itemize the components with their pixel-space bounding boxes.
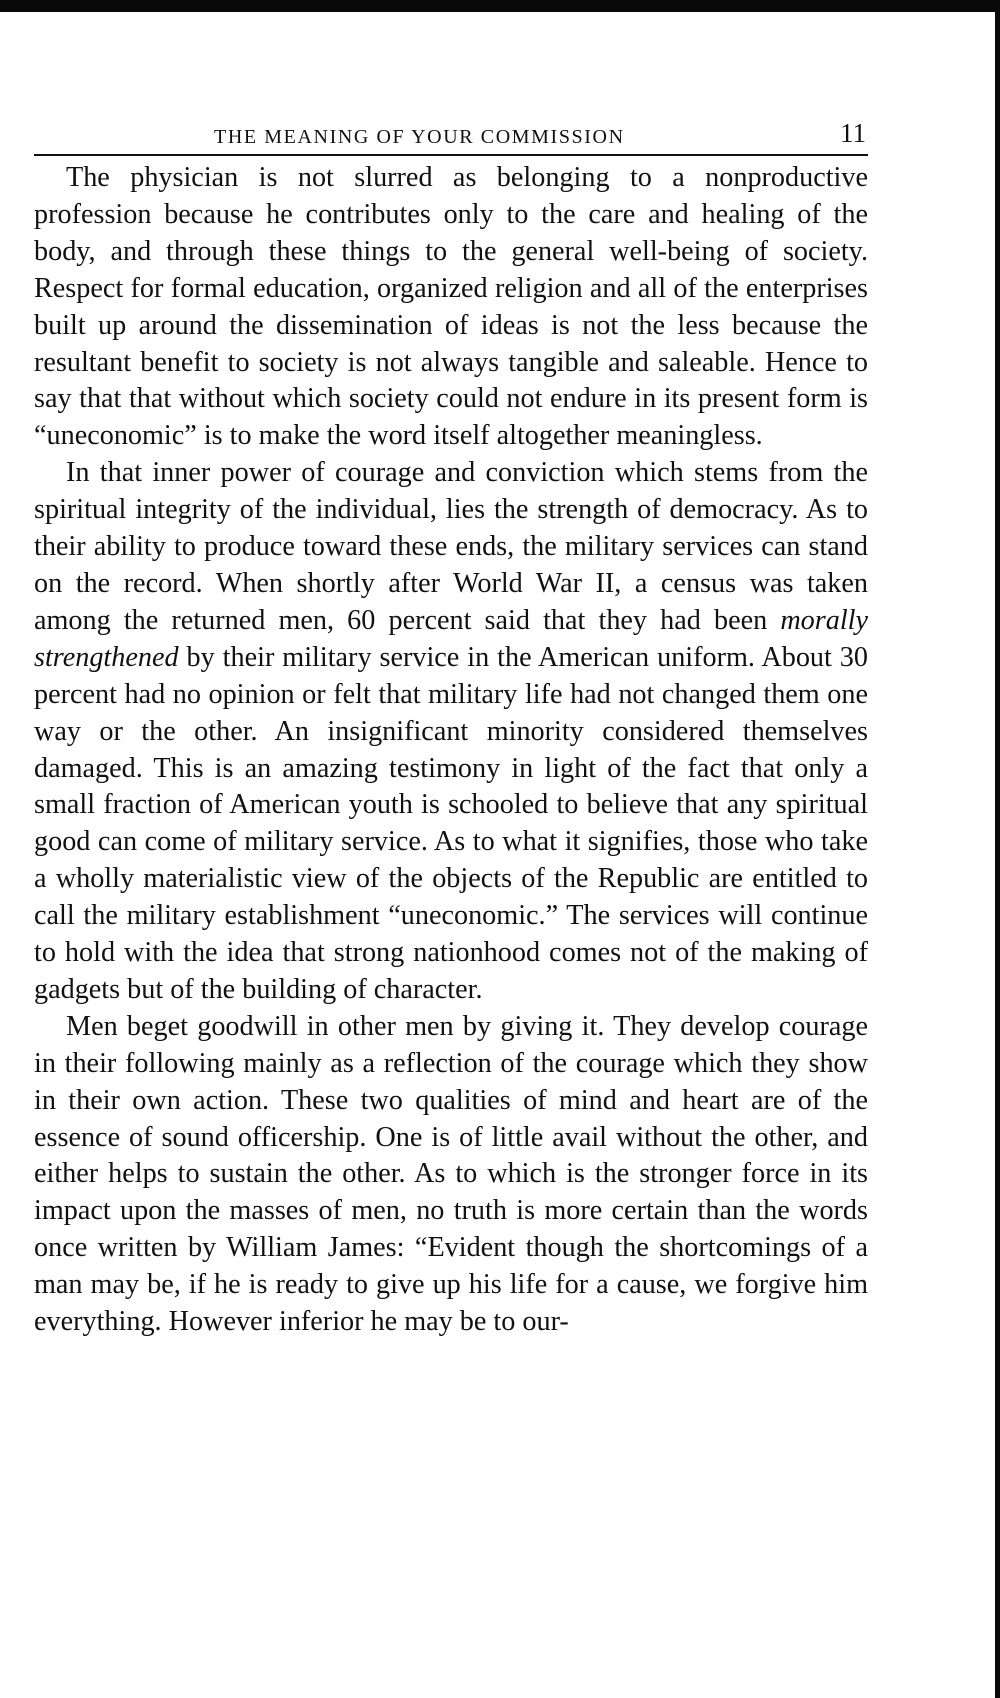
body-text xyxy=(34,160,868,1341)
running-title: THE MEANING OF YOUR COMMISSION xyxy=(214,126,625,148)
page-number: 11 xyxy=(840,118,866,148)
paragraph-text-before-emphasis: In that inner power of courage and conviction which stems from the spiritual integrity of the individual, lies the strength of democracy. As to their ability to produce toward these ends, the military services can stand on the record. When shortly after World War II, a census was taken among the returned men, 60 percent said that they had been xyxy=(34,457,868,636)
scan-right-border xyxy=(995,0,1000,1698)
paragraph-goodwill: Men beget goodwill in other men by giving it. They develop courage in their following mainly as a reflection of the courage which they show in their own action. These two qualities of mind and heart are of the essence of sound officership. One is of little avail without the other, and either helps to sustain the other. As to which is the stronger force in its impact upon the masses of men, no truth is more certain than the words once written by William James: “Evident though the shortcomings of a man may be, if he is ready to give up his life for a cause, we forgive him everything. However inferior he may be to our- xyxy=(34,1010,868,1338)
paragraph-text-after-emphasis: by their military service in the American uniform. About 30 percent had no opinion or felt that military life had not changed them one way or the other. An insignificant minority considered themselves damaged. This is an amazing testimony in light of the fact that only a small fraction of American youth is schooled to believe that any spiritual good can come of military service. As to what it signifies, those who take a wholly materialistic view of the objects of the Republic are entitled to call the military establishment “uneconomic.” The services will continue to hold with the idea that strong nationhood comes not of the making of gadgets but of the building of character. xyxy=(34,641,868,1005)
book-page xyxy=(34,118,868,1341)
scan-top-border xyxy=(0,0,1000,12)
running-head xyxy=(34,118,868,156)
paragraph-physician: The physician is not slurred as belonging to a nonproductive profession because he contributes only to the care and healing of the body, and through these things to the general well-being of society. Respect for formal education, organized religion and all of the enterprises built up around the dissemination of ideas is not the less because the resultant benefit to society is not always tangible and saleable. Hence to say that that without which society could not endure in its present form is “uneconomic” is to make the word itself altogether meaningless. xyxy=(34,162,868,452)
paragraph-courage-conviction xyxy=(34,455,868,1009)
emphasis-morally-strengthened: morally strengthened xyxy=(34,604,868,673)
